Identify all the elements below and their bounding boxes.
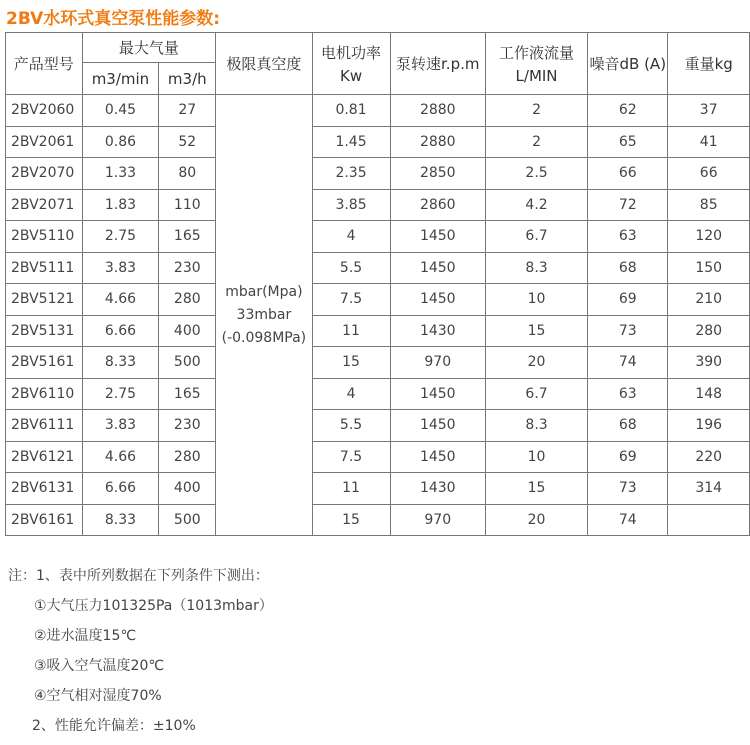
- cell-vacuum: [216, 95, 312, 536]
- table-row: [6, 95, 750, 127]
- cell-noise: 68: [588, 410, 668, 442]
- vacuum-line: 33mbar: [236, 306, 292, 323]
- cell-air-hour: 165: [159, 221, 216, 253]
- cell-flow: 15: [485, 473, 587, 505]
- cell-speed: 1450: [390, 441, 485, 473]
- header-weight: 重量kg: [668, 33, 750, 95]
- cell-speed: 2880: [390, 95, 485, 127]
- cell-model: 2BV2071: [6, 189, 83, 221]
- cell-weight: 85: [668, 189, 750, 221]
- cell-noise: 74: [588, 347, 668, 379]
- cell-model: 2BV5110: [6, 221, 83, 253]
- cell-power: 0.81: [312, 95, 390, 127]
- cell-weight: 66: [668, 158, 750, 190]
- header-power-unit: Kw: [339, 67, 363, 85]
- cell-weight: 120: [668, 221, 750, 253]
- cell-air-hour: 280: [159, 284, 216, 316]
- cell-flow: 2: [485, 126, 587, 158]
- table-row: [6, 252, 750, 284]
- table-row: [6, 221, 750, 253]
- cell-air-min: 6.66: [82, 473, 159, 505]
- cell-flow: 2: [485, 95, 587, 127]
- header-flow: [485, 33, 587, 95]
- cell-air-min: 8.33: [82, 504, 159, 536]
- cell-air-min: 4.66: [82, 441, 159, 473]
- cell-model: 2BV5161: [6, 347, 83, 379]
- cell-flow: 15: [485, 315, 587, 347]
- performance-table: [5, 32, 750, 536]
- cell-speed: 1450: [390, 284, 485, 316]
- cell-power: 15: [312, 504, 390, 536]
- cell-model: 2BV2060: [6, 95, 83, 127]
- cell-air-min: 3.83: [82, 252, 159, 284]
- cell-air-min: 8.33: [82, 347, 159, 379]
- cell-power: 7.5: [312, 441, 390, 473]
- header-power: [312, 33, 390, 95]
- cell-speed: 1430: [390, 315, 485, 347]
- table-row: [6, 410, 750, 442]
- cell-speed: 1450: [390, 410, 485, 442]
- cell-power: 5.5: [312, 410, 390, 442]
- vacuum-line: mbar(Mpa): [225, 283, 303, 300]
- cell-speed: 2880: [390, 126, 485, 158]
- cell-air-hour: 230: [159, 410, 216, 442]
- page-title: 2BV水环式真空泵性能参数:: [6, 9, 221, 29]
- cell-noise: 72: [588, 189, 668, 221]
- cell-air-min: 0.45: [82, 95, 159, 127]
- cell-weight: 150: [668, 252, 750, 284]
- cell-flow: 6.7: [485, 221, 587, 253]
- cell-power: 11: [312, 473, 390, 505]
- cell-air-hour: 80: [159, 158, 216, 190]
- cell-flow: 20: [485, 347, 587, 379]
- cell-weight: 196: [668, 410, 750, 442]
- cell-speed: 970: [390, 347, 485, 379]
- header-max-air: 最大气量: [82, 33, 216, 63]
- cell-air-hour: 52: [159, 126, 216, 158]
- cell-power: 15: [312, 347, 390, 379]
- cell-model: 2BV6111: [6, 410, 83, 442]
- cell-air-min: 2.75: [82, 378, 159, 410]
- cell-power: 1.45: [312, 126, 390, 158]
- cell-noise: 62: [588, 95, 668, 127]
- table-row: [6, 189, 750, 221]
- cell-weight: 148: [668, 378, 750, 410]
- cell-speed: 2850: [390, 158, 485, 190]
- note-line: 2、性能允许偏差：±10%: [32, 718, 196, 734]
- header-max-air-unit-hour: m3/h: [159, 63, 216, 95]
- cell-model: 2BV6131: [6, 473, 83, 505]
- cell-flow: 10: [485, 441, 587, 473]
- cell-weight: 210: [668, 284, 750, 316]
- cell-air-min: 6.66: [82, 315, 159, 347]
- header-power-label: 电机功率: [321, 44, 382, 62]
- cell-noise: 65: [588, 126, 668, 158]
- table-row: [6, 473, 750, 505]
- table-row: [6, 378, 750, 410]
- cell-model: 2BV2061: [6, 126, 83, 158]
- vacuum-line: (-0.098MPa): [221, 329, 307, 346]
- cell-noise: 69: [588, 284, 668, 316]
- cell-model: 2BV5131: [6, 315, 83, 347]
- cell-model: 2BV2070: [6, 158, 83, 190]
- cell-noise: 66: [588, 158, 668, 190]
- cell-model: 2BV6110: [6, 378, 83, 410]
- cell-weight: 314: [668, 473, 750, 505]
- cell-model: 2BV5121: [6, 284, 83, 316]
- table-row: [6, 504, 750, 536]
- cell-flow: 10: [485, 284, 587, 316]
- cell-air-hour: 230: [159, 252, 216, 284]
- header-vacuum: 极限真空度: [216, 33, 312, 95]
- table-row: [6, 347, 750, 379]
- cell-air-hour: 500: [159, 504, 216, 536]
- cell-air-hour: 400: [159, 473, 216, 505]
- cell-power: 7.5: [312, 284, 390, 316]
- cell-air-min: 0.86: [82, 126, 159, 158]
- cell-noise: 74: [588, 504, 668, 536]
- cell-speed: 1430: [390, 473, 485, 505]
- cell-model: 2BV6121: [6, 441, 83, 473]
- note-line: ②进水温度15℃: [34, 628, 137, 644]
- cell-weight: 37: [668, 95, 750, 127]
- cell-weight: 280: [668, 315, 750, 347]
- cell-air-hour: 500: [159, 347, 216, 379]
- cell-air-min: 1.33: [82, 158, 159, 190]
- cell-speed: 2860: [390, 189, 485, 221]
- table-row: [6, 284, 750, 316]
- cell-noise: 73: [588, 473, 668, 505]
- cell-model: 2BV6161: [6, 504, 83, 536]
- cell-speed: 1450: [390, 252, 485, 284]
- cell-model: 2BV5111: [6, 252, 83, 284]
- notes: [8, 565, 273, 745]
- table-row: [6, 126, 750, 158]
- table-row: [6, 441, 750, 473]
- cell-power: 2.35: [312, 158, 390, 190]
- cell-power: 5.5: [312, 252, 390, 284]
- note-line: ③吸入空气温度20℃: [34, 658, 165, 674]
- cell-air-hour: 280: [159, 441, 216, 473]
- cell-air-hour: 165: [159, 378, 216, 410]
- cell-flow: 4.2: [485, 189, 587, 221]
- header-noise: 噪音dB (A): [588, 33, 668, 95]
- cell-air-min: 2.75: [82, 221, 159, 253]
- cell-power: 4: [312, 221, 390, 253]
- cell-air-min: 4.66: [82, 284, 159, 316]
- cell-flow: 8.3: [485, 410, 587, 442]
- cell-air-hour: 27: [159, 95, 216, 127]
- note-line: 注：1、表中所列数据在下列条件下测出：: [8, 568, 269, 584]
- cell-air-min: 3.83: [82, 410, 159, 442]
- cell-power: 4: [312, 378, 390, 410]
- cell-speed: 970: [390, 504, 485, 536]
- note-line: ①大气压力101325Pa（1013mbar）: [34, 598, 273, 614]
- header-model: 产品型号: [6, 33, 83, 95]
- cell-noise: 69: [588, 441, 668, 473]
- cell-speed: 1450: [390, 378, 485, 410]
- cell-weight: 41: [668, 126, 750, 158]
- header-flow-unit: L/MIN: [515, 67, 558, 85]
- cell-speed: 1450: [390, 221, 485, 253]
- cell-noise: 68: [588, 252, 668, 284]
- cell-flow: 6.7: [485, 378, 587, 410]
- cell-noise: 63: [588, 221, 668, 253]
- cell-noise: 73: [588, 315, 668, 347]
- cell-weight: [668, 504, 750, 536]
- cell-air-min: 1.83: [82, 189, 159, 221]
- cell-weight: 220: [668, 441, 750, 473]
- cell-power: 3.85: [312, 189, 390, 221]
- note-line: ④空气相对湿度70%: [34, 688, 162, 704]
- header-speed: 泵转速r.p.m: [390, 33, 485, 95]
- header-flow-label: 工作液流量: [499, 44, 575, 62]
- cell-flow: 8.3: [485, 252, 587, 284]
- cell-weight: 390: [668, 347, 750, 379]
- header-max-air-unit-min: m3/min: [82, 63, 159, 95]
- cell-air-hour: 400: [159, 315, 216, 347]
- table-row: [6, 158, 750, 190]
- table-row: [6, 315, 750, 347]
- cell-noise: 63: [588, 378, 668, 410]
- cell-flow: 2.5: [485, 158, 587, 190]
- cell-flow: 20: [485, 504, 587, 536]
- cell-air-hour: 110: [159, 189, 216, 221]
- cell-power: 11: [312, 315, 390, 347]
